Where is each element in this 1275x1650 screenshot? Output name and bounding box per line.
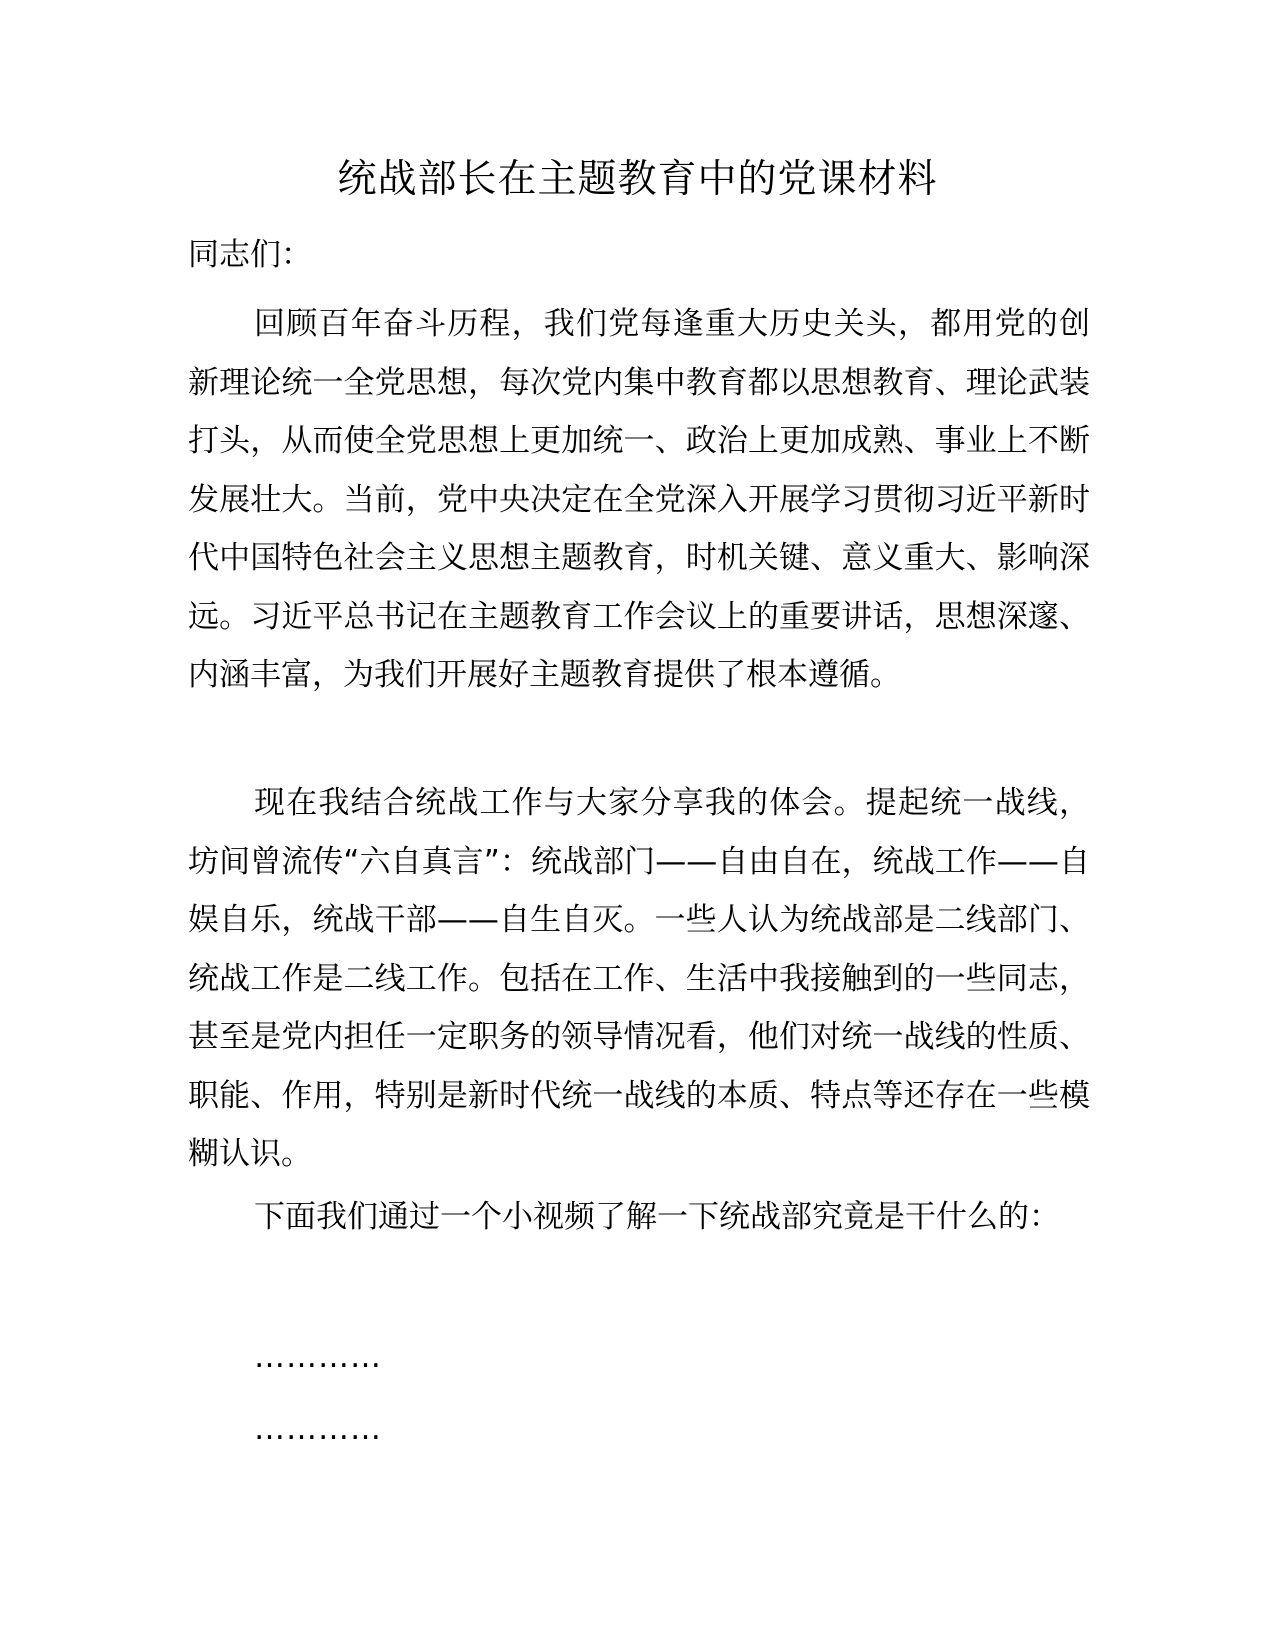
document-title: 统战部长在主题教育中的党课材料 (337, 157, 938, 202)
paragraph-review-history: 回顾百年奋斗历程，我们党每逢重大历史关头，都用党的创新理论统一全党思想，每次党内集中教育都以思想教育、理论武装打头，从而使全党思想上更加统一、政治上更加成熟、事业上不断发展壮大。当前，党中央决定在全党深入开展学习贯彻习近平新时代中国特色社会主义思想主题教育，时机关键、意义重大、影响深远。习近平总书记在主题教育工作会议上的重要讲话，思想深邃、内涵丰富，为我们开展好主题教育提供了根本遵循。 (188, 306, 1090, 693)
paragraph-video-intro: 下面我们通过一个小视频了解一下统战部究竟是干什么的： (254, 1199, 1060, 1235)
ellipsis-line: ………… (254, 1339, 382, 1375)
ellipsis-line: ………… (254, 1411, 382, 1447)
paragraph-united-front-experience: 现在我结合统战工作与大家分享我的体会。提起统一战线，坊间曾流传“六自真言”：统战部门——自由自在，统战工作——自娱自乐，统战干部——自生自灭。一些人认为统战部是二线部门、统战工作是二线工作。包括在工作、生活中我接触到的一些同志，甚至是党内担任一定职务的领导情况看，他们对统一战线的性质、职能、作用，特别是新时代统一战线的本质、特点等还存在一些模糊认识。 (188, 785, 1090, 1172)
salutation: 同志们： (188, 237, 312, 273)
